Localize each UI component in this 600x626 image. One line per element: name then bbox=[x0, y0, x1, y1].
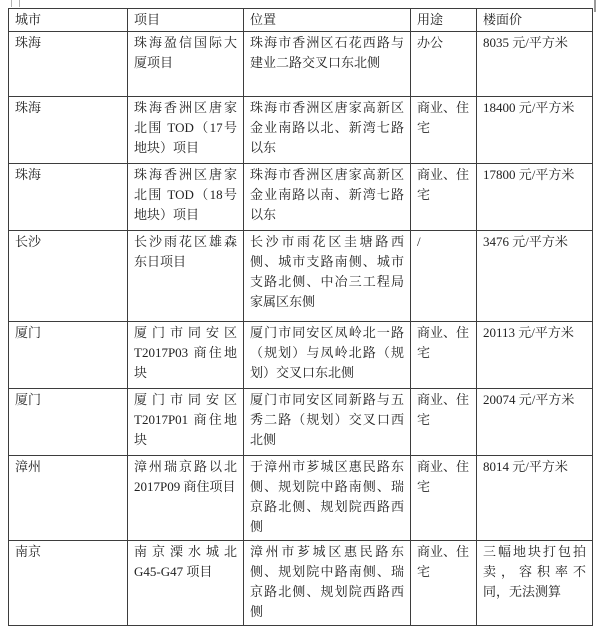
cell-location: 于漳州市芗城区惠民路东侧、规划院中路南侧、瑞京路北侧、规划院西路西侧 bbox=[244, 456, 411, 541]
cell-price: 18400 元/平方米 bbox=[477, 97, 593, 164]
cell-usage: 商业、住宅 bbox=[411, 164, 477, 231]
cell-price: 三幅地块打包拍卖，容积率不同，无法测算 bbox=[477, 541, 593, 626]
cell-location: 珠海市香洲区唐家高新区金业南路以南、新湾七路以东 bbox=[244, 164, 411, 231]
header-project: 项目 bbox=[128, 9, 244, 32]
cell-usage: 办公 bbox=[411, 32, 477, 97]
cell-location: 珠海市香洲区石花西路与建业二路交叉口东北侧 bbox=[244, 32, 411, 97]
cell-city: 南京 bbox=[9, 541, 128, 626]
cell-price: 20113 元/平方米 bbox=[477, 322, 593, 389]
cell-location: 漳州市芗城区惠民路东侧、规划院中路南侧、瑞京路北侧、规划院西路西侧 bbox=[244, 541, 411, 626]
cell-project: 厦门市同安区T2017P03 商住地块 bbox=[128, 322, 244, 389]
header-row bbox=[9, 9, 593, 32]
cell-usage: 商业、住宅 bbox=[411, 389, 477, 456]
cell-project: 厦门市同安区T2017P01 商住地块 bbox=[128, 389, 244, 456]
cell-price: 3476 元/平方米 bbox=[477, 231, 593, 322]
cell-project: 漳州瑞京路以北 2017P09 商住项目 bbox=[128, 456, 244, 541]
cell-price: 8014 元/平方米 bbox=[477, 456, 593, 541]
table-row bbox=[9, 389, 593, 456]
crop-artifact-top-right bbox=[594, 0, 596, 12]
cell-city: 长沙 bbox=[9, 231, 128, 322]
cell-price: 17800 元/平方米 bbox=[477, 164, 593, 231]
table-row bbox=[9, 164, 593, 231]
table-row bbox=[9, 541, 593, 626]
cell-usage: 商业、住宅 bbox=[411, 322, 477, 389]
cell-location: 长沙市雨花区圭塘路西侧、城市支路南侧、城市支路北侧、中冶三工程局家属区东侧 bbox=[244, 231, 411, 322]
table-body bbox=[9, 32, 593, 626]
header-price: 楼面价 bbox=[477, 9, 593, 32]
cell-project: 长沙雨花区雄森东日项目 bbox=[128, 231, 244, 322]
cell-location: 珠海市香洲区唐家高新区金业南路以北、新湾七路以东 bbox=[244, 97, 411, 164]
table-row bbox=[9, 97, 593, 164]
cell-project: 珠海香洲区唐家北围 TOD（18号地块）项目 bbox=[128, 164, 244, 231]
table-row bbox=[9, 32, 593, 97]
cell-city: 厦门 bbox=[9, 389, 128, 456]
cell-city: 漳州 bbox=[9, 456, 128, 541]
header-usage: 用途 bbox=[411, 9, 477, 32]
cell-usage: 商业、住宅 bbox=[411, 97, 477, 164]
cell-city: 珠海 bbox=[9, 164, 128, 231]
table-row bbox=[9, 456, 593, 541]
table-row bbox=[9, 231, 593, 322]
crop-artifact-top-left bbox=[11, 0, 20, 7]
cell-city: 厦门 bbox=[9, 322, 128, 389]
cell-price: 8035 元/平方米 bbox=[477, 32, 593, 97]
cell-usage: 商业、住宅 bbox=[411, 456, 477, 541]
cell-project: 南京溧水城北 G45-G47 项目 bbox=[128, 541, 244, 626]
header-location: 位置 bbox=[244, 9, 411, 32]
table-header bbox=[9, 9, 593, 32]
cell-usage: 商业、住宅 bbox=[411, 541, 477, 626]
cell-city: 珠海 bbox=[9, 97, 128, 164]
cell-location: 厦门市同安区凤岭北一路（规划）与凤岭北路（规划）交叉口东北侧 bbox=[244, 322, 411, 389]
cell-project: 珠海香洲区唐家北围 TOD（17号地块）项目 bbox=[128, 97, 244, 164]
cell-usage: / bbox=[411, 231, 477, 322]
header-city: 城市 bbox=[9, 9, 128, 32]
land-price-table bbox=[8, 8, 593, 626]
cell-price: 20074 元/平方米 bbox=[477, 389, 593, 456]
table-row bbox=[9, 322, 593, 389]
cell-location: 厦门市同安区同新路与五秀二路（规划）交叉口西北侧 bbox=[244, 389, 411, 456]
cell-project: 珠海盈信国际大厦项目 bbox=[128, 32, 244, 97]
cell-city: 珠海 bbox=[9, 32, 128, 97]
